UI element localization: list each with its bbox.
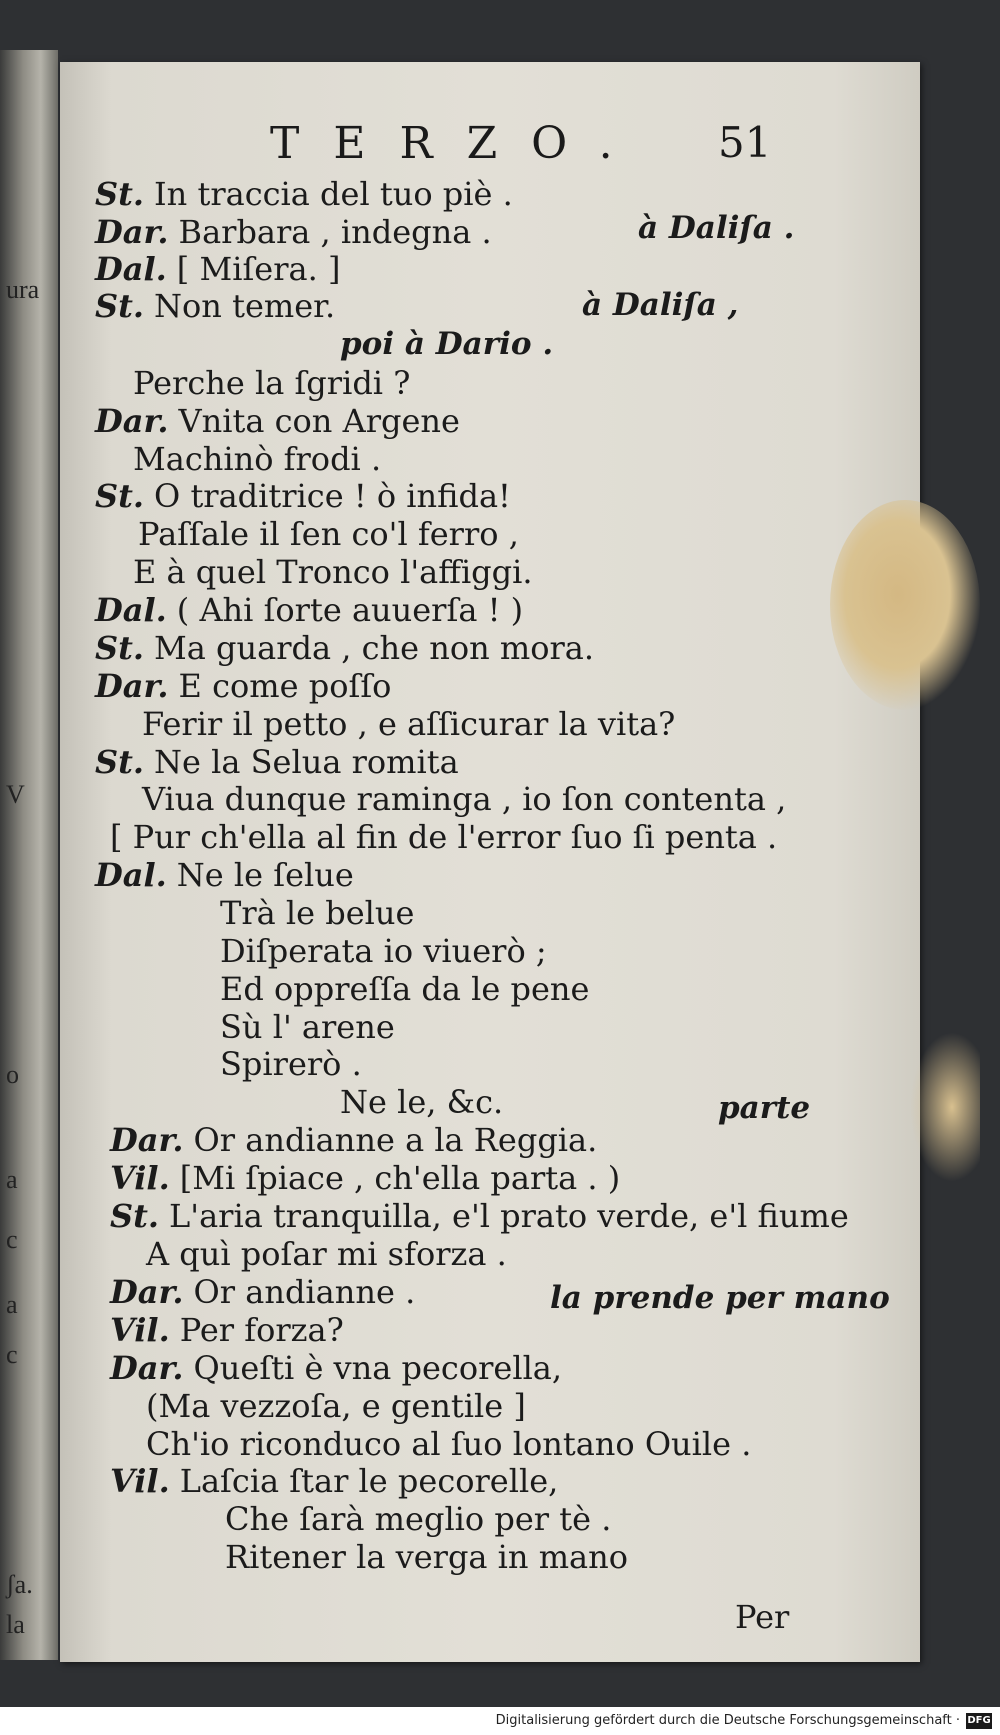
text-line (110, 1159, 620, 1197)
margin-fragment: a (6, 1165, 18, 1194)
text-line (220, 1008, 395, 1046)
verse-text: Sù l' arene (220, 1008, 395, 1046)
text-line (133, 553, 533, 591)
text-line (110, 1349, 562, 1387)
text-line (110, 1311, 344, 1349)
verse-text: Laſcia ſtar le pecorelle, (179, 1462, 559, 1500)
stage-direction: à Daliſa . (638, 210, 795, 246)
speaker-label: Dar. (110, 1273, 184, 1311)
speaker-label: Dar. (110, 1121, 184, 1159)
verse-text: Viua dunque raminga , io ſon contenta , (142, 780, 787, 818)
margin-fragment: c (6, 1340, 18, 1369)
text-line (110, 818, 777, 856)
text-line (95, 175, 513, 213)
text-line (110, 1197, 849, 1235)
verse-text: Paſſale il ſen co'l ferro , (138, 515, 519, 553)
verse-text: O traditrice ! ò infida! (154, 477, 511, 515)
verse-text: L'aria tranquilla, e'l prato verde, e'l fiume (169, 1197, 849, 1235)
margin-fragment: c (6, 1225, 18, 1254)
foxing-stain (910, 1032, 980, 1182)
text-line (220, 932, 547, 970)
speaker-label: Dar. (95, 402, 169, 440)
verse-text: E à quel Tronco l'affiggi. (133, 553, 533, 591)
verse-text: Diſperata io viuerò ; (220, 932, 547, 970)
text-line (110, 1462, 558, 1500)
text-line (95, 743, 459, 781)
verse-text: Perche la ſgridi ? (133, 364, 411, 402)
stage-direction: à Daliſa , (582, 287, 739, 323)
foxing-stain (830, 500, 980, 710)
speaker-label: Vil. (110, 1311, 170, 1349)
verse-text: Trà le belue (220, 894, 415, 932)
verse-text: (Ma vezzoſa, e gentile ] (146, 1387, 526, 1425)
text-line (95, 629, 594, 667)
verse-text: Ritener la verga in mano (225, 1538, 628, 1576)
verse-text: In traccia del tuo piè . (154, 175, 513, 213)
verse-text: Ne le, &c. (340, 1083, 504, 1121)
text-line (146, 1235, 507, 1273)
verse-text: Or andianne . (193, 1273, 416, 1311)
verse-text: [Mi ſpiace , ch'ella parta . ) (179, 1159, 621, 1197)
text-line (110, 1273, 415, 1311)
text-line (340, 1083, 503, 1121)
text-line (95, 213, 492, 251)
speaker-label: Dal. (95, 250, 167, 288)
text-line (142, 780, 786, 818)
speaker-label: Vil. (110, 1159, 170, 1197)
verse-text: Barbara , indegna . (178, 213, 492, 251)
verse-text: [ Miſera. ] (176, 250, 341, 288)
margin-fragment: ʃa. (6, 1570, 33, 1599)
speaker-label: Dal. (95, 856, 167, 894)
text-line (220, 894, 414, 932)
margin-fragment: V (6, 780, 25, 809)
margin-fragment: ura (6, 275, 40, 304)
verse-text: Spirerò . (220, 1045, 362, 1083)
running-header (270, 118, 790, 169)
verse-text: Ma guarda , che non mora. (154, 629, 595, 667)
text-line (133, 364, 410, 402)
speaker-label: St. (110, 1197, 160, 1235)
verse-text: Machinò frodi . (133, 440, 382, 478)
text-line (220, 1045, 362, 1083)
verse-text: Ferir il petto , e aſſicurar la vita? (142, 705, 676, 743)
text-line (110, 1121, 597, 1159)
text-line (225, 1538, 628, 1576)
text-line (146, 1387, 526, 1425)
speaker-label: St. (95, 477, 145, 515)
verse-text: Or andianne a la Reggia. (193, 1121, 598, 1159)
header-title: TERZO. (270, 118, 647, 169)
verse-text: Non temer. (154, 287, 336, 325)
text-line (146, 1425, 751, 1463)
verse-text: Ne la Selua romita (154, 743, 459, 781)
stage-direction: parte (718, 1090, 811, 1126)
speaker-label: Vil. (110, 1462, 170, 1500)
text-line (95, 477, 511, 515)
verse-text: Ed oppreſſa da le pene (220, 970, 590, 1008)
speaker-label: St. (95, 629, 145, 667)
verse-text: Queſti è vna pecorella, (193, 1349, 563, 1387)
text-line (95, 667, 391, 705)
catchword: Per (735, 1598, 790, 1636)
text-line (95, 402, 460, 440)
text-line (142, 705, 675, 743)
text-line (95, 250, 340, 288)
verse-text: Vnita con Argene (178, 402, 460, 440)
footer-credit: Digitalisierung gefördert durch die Deutsche Forschungsgemeinschaft · (495, 1713, 960, 1728)
digitization-footer (0, 1707, 1000, 1735)
text-line (133, 440, 381, 478)
speaker-label: Dar. (95, 213, 169, 251)
dfg-logo-icon: DFG (966, 1713, 992, 1729)
speaker-label: St. (95, 287, 145, 325)
text-line (95, 287, 335, 325)
margin-fragment: o (6, 1060, 19, 1089)
speaker-label: Dar. (110, 1349, 184, 1387)
verse-text: ( Ahi ſorte auuerſa ! ) (176, 591, 524, 629)
verse-text: A quì poſar mi sforza . (146, 1235, 507, 1273)
text-line (95, 591, 523, 629)
verse-text: [ Pur ch'ella al fin de l'error ſuo ſi penta . (110, 818, 778, 856)
speaker-label: St. (95, 743, 145, 781)
verse-text: Ch'io riconduco al ſuo lontano Ouile . (146, 1425, 752, 1463)
speaker-label: Dar. (95, 667, 169, 705)
stage-direction: poi à Dario . (340, 326, 554, 362)
text-line (95, 856, 354, 894)
text-line (138, 515, 519, 553)
text-line (225, 1500, 611, 1538)
verse-text: Per forza? (179, 1311, 344, 1349)
text-line (220, 970, 589, 1008)
verse-text: E come poſſo (178, 667, 392, 705)
page-number: 51 (718, 118, 772, 167)
stage-direction: la prende per mano (550, 1280, 890, 1316)
verse-text: Che ſarà meglio per tè . (225, 1500, 612, 1538)
verse-text: Ne le ſelue (176, 856, 354, 894)
speaker-label: Dal. (95, 591, 167, 629)
margin-fragment: la (6, 1610, 25, 1639)
speaker-label: St. (95, 175, 145, 213)
margin-fragment: a (6, 1290, 18, 1319)
